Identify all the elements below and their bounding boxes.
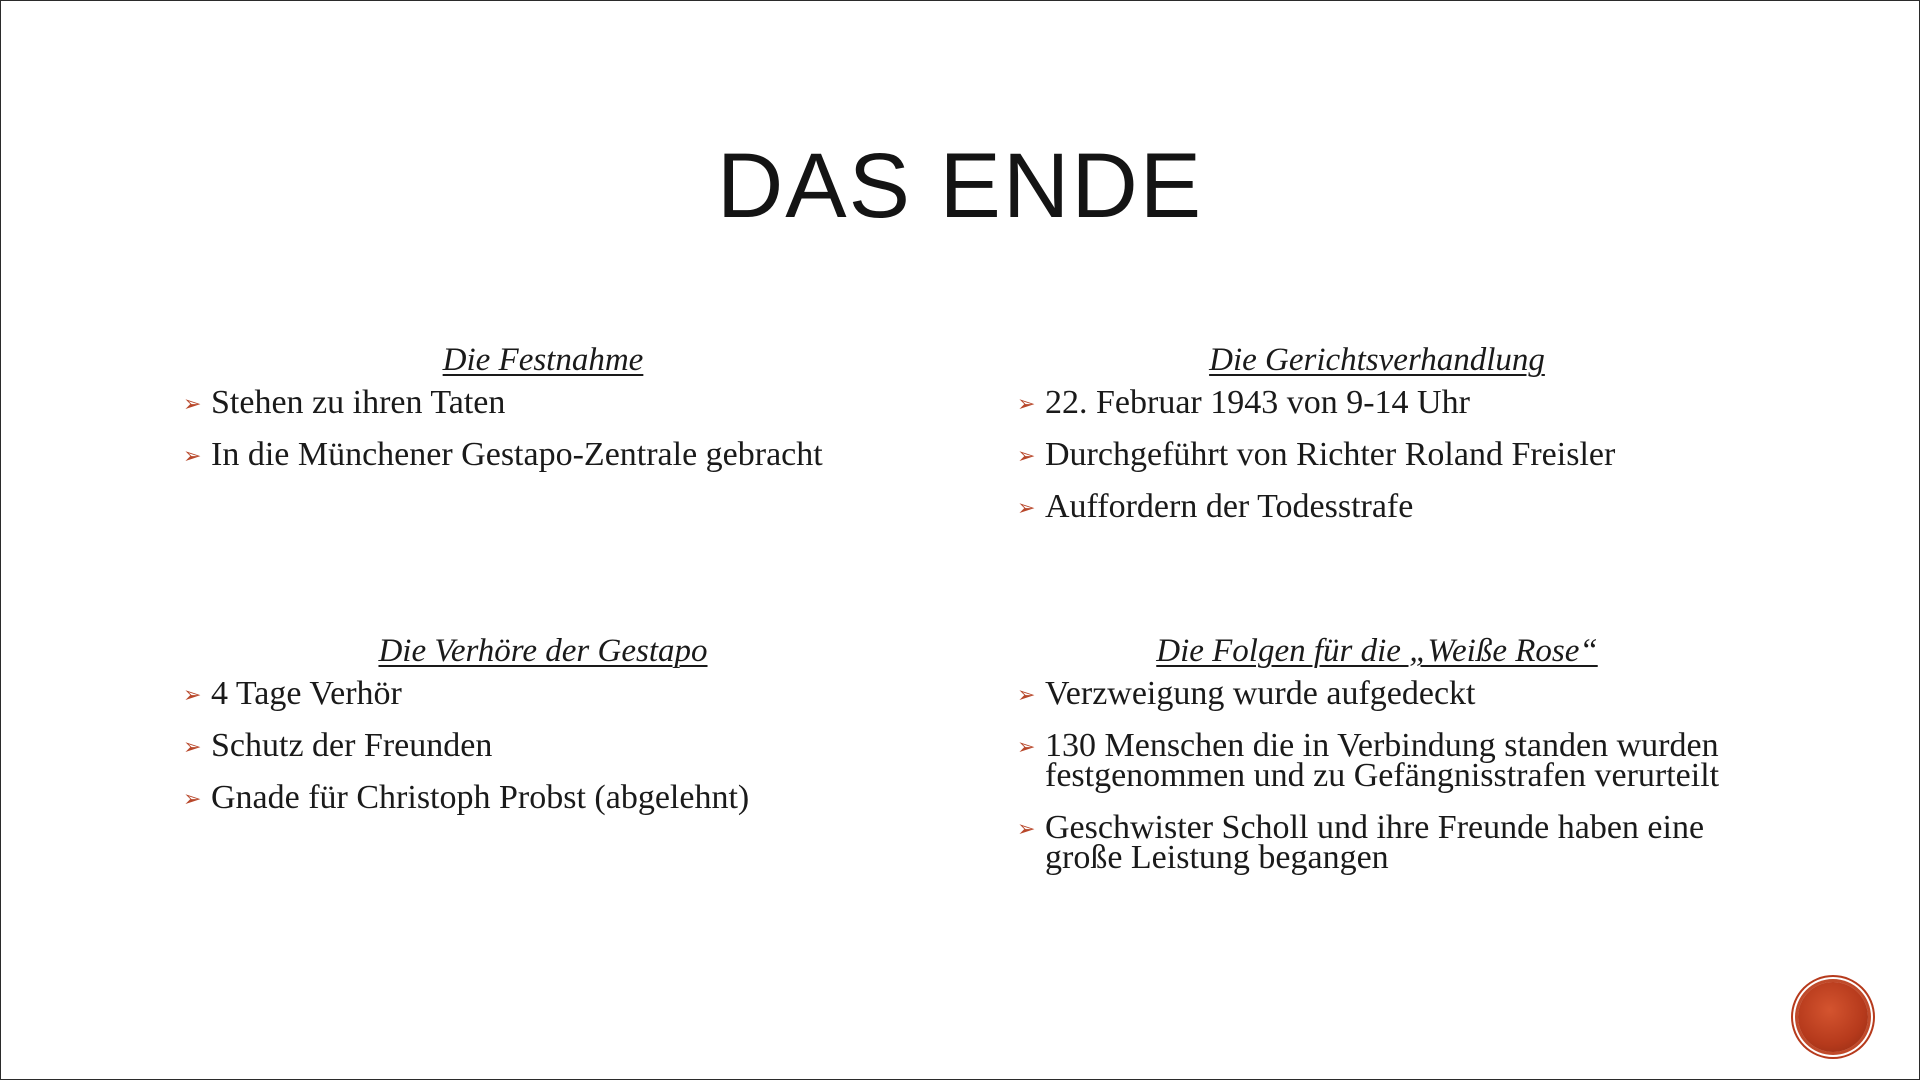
- bullet-text: 130 Menschen die in Verbindung standen wurden festgenommen und zu Gefängnisstrafen verurteilt: [1045, 727, 1720, 795]
- bullet-list: [183, 675, 903, 817]
- bullet-text: Durchgeführt von Richter Roland Freisler: [1045, 436, 1616, 474]
- section-verhoere: [183, 633, 903, 835]
- chevron-right-icon: ➢: [183, 391, 202, 417]
- chevron-right-icon: ➢: [183, 682, 202, 708]
- slide-title: DAS ENDE: [716, 135, 1204, 237]
- bullet-text: Gnade für Christoph Probst (abgelehnt): [211, 779, 750, 817]
- list-item: [1017, 384, 1737, 422]
- bullet-text: Verzweigung wurde aufgedeckt: [1045, 675, 1476, 713]
- list-item: [1017, 727, 1737, 795]
- section-festnahme: [183, 342, 903, 492]
- next-slide-button[interactable]: [1798, 982, 1868, 1052]
- chevron-right-icon: ➢: [183, 786, 202, 812]
- section-folgen: [1017, 633, 1737, 895]
- chevron-right-icon: ➢: [1017, 682, 1036, 708]
- list-item: [183, 436, 903, 474]
- bullet-text: Stehen zu ihren Taten: [211, 384, 506, 422]
- chevron-right-icon: ➢: [1017, 816, 1036, 842]
- bullet-text: Auffordern der Todesstrafe: [1045, 488, 1414, 526]
- chevron-right-icon: ➢: [1017, 734, 1036, 760]
- list-item: [1017, 488, 1737, 526]
- chevron-right-icon: ➢: [183, 443, 202, 469]
- section-heading: Die Festnahme: [442, 342, 644, 378]
- section-heading: Die Verhöre der Gestapo: [378, 633, 708, 669]
- bullet-text: 22. Februar 1943 von 9-14 Uhr: [1045, 384, 1470, 422]
- chevron-right-icon: ➢: [183, 734, 202, 760]
- list-item: [1017, 675, 1737, 713]
- bullet-list: [1017, 675, 1737, 877]
- list-item: [183, 727, 903, 765]
- chevron-right-icon: ➢: [1017, 495, 1036, 521]
- list-item: [183, 384, 903, 422]
- bullet-list: [183, 384, 903, 474]
- list-item: [183, 675, 903, 713]
- chevron-right-icon: ➢: [1017, 391, 1036, 417]
- section-heading: Die Gerichtsverhandlung: [1209, 342, 1545, 378]
- bullet-text: 4 Tage Verhör: [211, 675, 402, 713]
- bullet-text: Schutz der Freunden: [211, 727, 493, 765]
- bullet-text: Geschwister Scholl und ihre Freunde haben eine große Leistung begangen: [1045, 809, 1705, 877]
- section-heading: Die Folgen für die „Weiße Rose“: [1156, 633, 1598, 669]
- list-item: [183, 779, 903, 817]
- bullet-list: [1017, 384, 1737, 526]
- list-item: [1017, 436, 1737, 474]
- bullet-text: In die Münchener Gestapo-Zentrale gebracht: [211, 436, 823, 474]
- chevron-right-icon: ➢: [1017, 443, 1036, 469]
- list-item: [1017, 809, 1737, 877]
- section-gerichtsverhandlung: [1017, 342, 1737, 544]
